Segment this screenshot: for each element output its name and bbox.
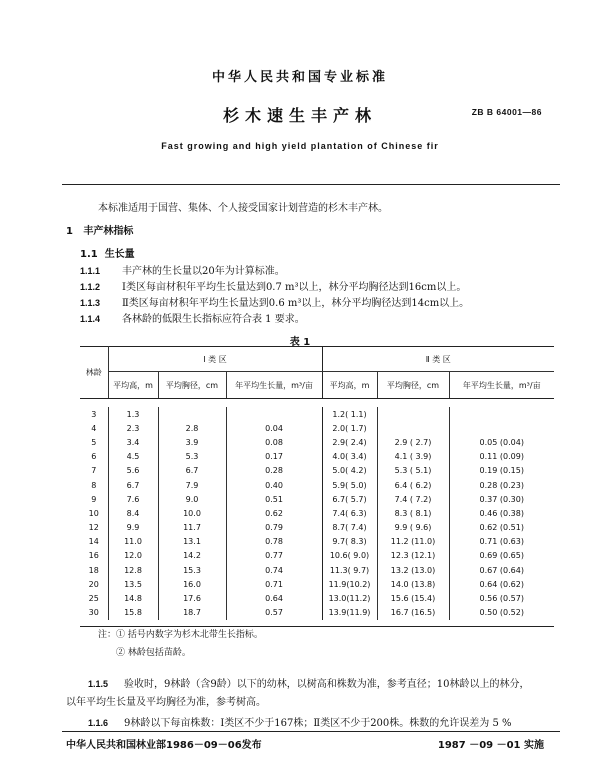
zone2-height-cell: 9.7( 8.3) [322,535,377,549]
table-body [80,407,554,620]
table-row [80,549,554,563]
age-cell: 30 [88,608,99,618]
age-header: 林龄 [80,347,108,399]
clause-1-1-5-continued: 以年平均生长量及平均胸径为准，参考树高。 [66,697,266,708]
clause-number: 1.1.6 [88,718,109,728]
zone1-dbh-cell [158,407,226,421]
zone2-height-cell: 8.7( 7.4) [322,521,377,535]
age-cell: 9 [91,494,97,504]
zone2-growth-cell: 0.11 (0.09) [449,450,554,464]
zone1-height-cell: 2.3 [108,421,158,435]
zone2-dbh-cell: 9.9 ( 9.6) [377,521,449,535]
clause-text: 丰产林的生长量以20年为计算标准。 [122,266,285,277]
zone2-height-cell: 1.2( 1.1) [322,407,377,421]
zone2-height-cell: 11.9(10.2) [322,577,377,591]
age-cell: 6 [91,452,97,462]
clause-number: 1.1.5 [88,679,109,689]
zone1-dbh-cell: 11.7 [158,521,226,535]
zone2-dbh-cell [377,407,449,421]
zone2-growth-cell: 0.37 (0.30) [449,492,554,506]
zone1-dbh-cell: 3.9 [158,435,226,449]
zone1-growth-cell: 0.71 [226,577,322,591]
zone2-dbh-cell [377,421,449,435]
clause-text: 9林龄以下每亩株数：Ⅰ类区不少于167株；Ⅱ类区不少于200株。株数的允许误差为 5 % [124,718,512,729]
clause-text: 各林龄的低限生长指标应符合表 1 要求。 [122,314,305,325]
note-text: ② 林龄包括苗龄。 [116,648,191,658]
age-cell: 5 [91,437,97,447]
zone1-height-cell: 12.8 [108,563,158,577]
zone1-height-cell: 1.3 [108,407,158,421]
zone2-height-cell: 13.0(11.2) [322,591,377,605]
clause-text: 验收时，9林龄（含9龄）以下的幼林，以树高和株数为准，参考直径；10林龄以上的林分， [124,679,530,690]
table-subheader-row [80,372,554,399]
zone2-height-cell: 13.9(11.9) [322,606,377,620]
section-1-heading [66,222,133,237]
table-note-2 [116,645,191,658]
clause-1-1-4 [80,310,305,325]
zone1-dbh-cell: 5.3 [158,450,226,464]
table-row [80,521,554,535]
table-row [80,591,554,605]
section-title: 丰产林指标 [83,226,134,237]
zone1-height-cell: 11.0 [108,535,158,549]
table-row [80,435,554,449]
zone1-height-cell: 4.5 [108,450,158,464]
issue-info: 中华人民共和国林业部1986－09－06发布 [66,740,262,751]
zone1-height-cell: 15.8 [108,606,158,620]
zone1-dbh-cell: 6.7 [158,464,226,478]
table-row [80,407,554,421]
zone2-dbh-cell: 7.4 ( 7.2) [377,492,449,506]
zone1-height-cell: 3.4 [108,435,158,449]
clause-text: Ⅱ类区每亩材积年平均生长量达到0.6 m³以上，林分平均胸径达到14cm以上。 [122,298,470,309]
zone2-growth-cell: 0.50 (0.52) [449,606,554,620]
age-cell: 12 [88,523,99,533]
table-header-row [80,347,554,372]
zone2-dbh-cell: 4.1 ( 3.9) [377,450,449,464]
clause-1-1-3 [80,294,469,309]
zone1-dbh-cell: 18.7 [158,606,226,620]
zone1-dbh-cell: 2.8 [158,421,226,435]
zone1-growth-header: 年平均生长量，m³/亩 [226,372,322,399]
table-note-1 [98,627,263,640]
clause-1-1-5 [88,675,529,690]
clause-1-1-2 [80,278,466,293]
age-cell: 8 [91,480,97,490]
age-cell: 3 [91,409,97,419]
zone2-growth-cell: 0.71 (0.63) [449,535,554,549]
zone2-height-header: 平均高，m [322,372,377,399]
zone2-growth-cell: 0.64 (0.62) [449,577,554,591]
zone1-height-cell: 12.0 [108,549,158,563]
zone1-dbh-header: 平均胸径，cm [158,372,226,399]
zone2-growth-cell: 0.19 (0.15) [449,464,554,478]
clause-number: 1.1.2 [80,282,101,292]
zone1-dbh-cell: 13.1 [158,535,226,549]
clause-text: Ⅰ类区每亩材积年平均生长量达到0.7 m³以上，林分平均胸径达到16cm以上。 [122,282,467,293]
zone1-header: Ⅰ 类 区 [108,347,322,372]
zone2-growth-cell: 0.46 (0.38) [449,506,554,520]
zone1-height-header: 平均高，m [108,372,158,399]
zone2-growth-header: 年平均生长量，m³/亩 [449,372,554,399]
zone1-height-cell: 13.5 [108,577,158,591]
zone1-growth-cell: 0.74 [226,563,322,577]
zone1-growth-cell: 0.64 [226,591,322,605]
age-cell: 4 [91,423,97,433]
zone2-growth-cell [449,421,554,435]
zone2-height-cell: 5.0( 4.2) [322,464,377,478]
zone1-growth-cell: 0.40 [226,478,322,492]
zone1-height-cell: 7.6 [108,492,158,506]
growth-index-table [80,346,554,627]
zone2-height-cell: 7.4( 6.3) [322,506,377,520]
zone2-dbh-cell: 11.2 (11.0) [377,535,449,549]
age-cell: 25 [88,594,99,604]
zone1-growth-cell: 0.57 [226,606,322,620]
clause-1-1-6 [88,714,512,729]
zone2-growth-cell: 0.67 (0.64) [449,563,554,577]
table-row [80,478,554,492]
effective-date: 1987 －09 －01 实施 [437,740,544,751]
zone1-dbh-cell: 15.3 [158,563,226,577]
zone2-dbh-cell: 14.0 (13.8) [377,577,449,591]
zone2-growth-cell: 0.56 (0.57) [449,591,554,605]
zone2-dbh-cell: 2.9 ( 2.7) [377,435,449,449]
clause-1-1-1 [80,262,285,277]
footer-rule [62,731,560,732]
zone2-dbh-cell: 15.6 (15.4) [377,591,449,605]
zone1-growth-cell: 0.78 [226,535,322,549]
age-cell: 18 [88,565,99,575]
zone2-dbh-header: 平均胸径，cm [377,372,449,399]
section-number: 1 [66,226,73,237]
table-row [80,421,554,435]
section-1-1-heading [80,245,135,260]
zone1-growth-cell: 0.28 [226,464,322,478]
zone2-header: Ⅱ 类 区 [322,347,554,372]
zone2-dbh-cell: 6.4 ( 6.2) [377,478,449,492]
table-caption: 表 1 [289,337,311,348]
zone2-dbh-cell: 13.2 (13.0) [377,563,449,577]
zone1-height-cell: 8.4 [108,506,158,520]
section-number: 1.1 [80,249,98,260]
zone1-dbh-cell: 16.0 [158,577,226,591]
zone1-height-cell: 5.6 [108,464,158,478]
table-row [80,606,554,620]
zone2-growth-cell: 0.05 (0.04) [449,435,554,449]
zone1-height-cell: 6.7 [108,478,158,492]
zone1-growth-cell: 0.79 [226,521,322,535]
zone1-growth-cell: 0.62 [226,506,322,520]
english-title: Fast growing and high yield plantation of Chinese fir [161,141,439,151]
zone1-growth-cell [226,407,322,421]
zone1-growth-cell: 0.08 [226,435,322,449]
table-row [80,450,554,464]
table-row [80,464,554,478]
clause-number: 1.1.1 [80,266,101,276]
zone2-dbh-cell: 8.3 ( 8.1) [377,506,449,520]
age-cell: 20 [88,579,99,589]
zone1-growth-cell: 0.51 [226,492,322,506]
age-cell: 16 [88,551,99,561]
zone1-growth-cell: 0.77 [226,549,322,563]
zone2-height-cell: 4.0( 3.4) [322,450,377,464]
zone2-growth-cell: 0.62 (0.51) [449,521,554,535]
table-row [80,577,554,591]
note-label: 注： [98,630,117,640]
zone2-growth-cell: 0.28 (0.23) [449,478,554,492]
age-cell: 14 [88,537,99,547]
zone1-height-cell: 14.8 [108,591,158,605]
clause-number: 1.1.4 [80,314,101,324]
clause-number: 1.1.3 [80,298,101,308]
zone2-height-cell: 5.9( 5.0) [322,478,377,492]
table-row [80,535,554,549]
zone2-dbh-cell: 12.3 (12.1) [377,549,449,563]
table-row [80,492,554,506]
zone2-height-cell: 2.0( 1.7) [322,421,377,435]
zone1-dbh-cell: 7.9 [158,478,226,492]
section-title: 生长量 [104,249,135,260]
table-row [80,563,554,577]
note-text: ① 括号内数字为杉木北带生长指标。 [116,630,263,640]
zone2-height-cell: 10.6( 9.0) [322,549,377,563]
zone1-dbh-cell: 10.0 [158,506,226,520]
zone2-height-cell: 2.9( 2.4) [322,435,377,449]
zone1-dbh-cell: 17.6 [158,591,226,605]
zone1-dbh-cell: 9.0 [158,492,226,506]
zone2-dbh-cell: 5.3 ( 5.1) [377,464,449,478]
zone2-height-cell: 6.7( 5.7) [322,492,377,506]
zone2-growth-cell: 0.69 (0.65) [449,549,554,563]
zone2-dbh-cell: 16.7 (16.5) [377,606,449,620]
zone1-growth-cell: 0.04 [226,421,322,435]
document-title: 杉木速生丰产林 [222,106,377,125]
age-cell: 7 [91,466,97,476]
table-row [80,506,554,520]
ministry-standard-heading: 中华人民共和国专业标准 [211,70,388,85]
zone1-growth-cell: 0.17 [226,450,322,464]
zone1-dbh-cell: 14.2 [158,549,226,563]
age-cell: 10 [88,508,99,518]
zone1-height-cell: 9.9 [108,521,158,535]
header-rule [62,184,560,185]
zone2-growth-cell [449,407,554,421]
standard-code: ZB B 64001—86 [471,107,542,117]
scope-statement: 本标准适用于国营、集体、个人接受国家计划营造的杉木丰产林。 [98,203,388,214]
zone2-height-cell: 11.3( 9.7) [322,563,377,577]
